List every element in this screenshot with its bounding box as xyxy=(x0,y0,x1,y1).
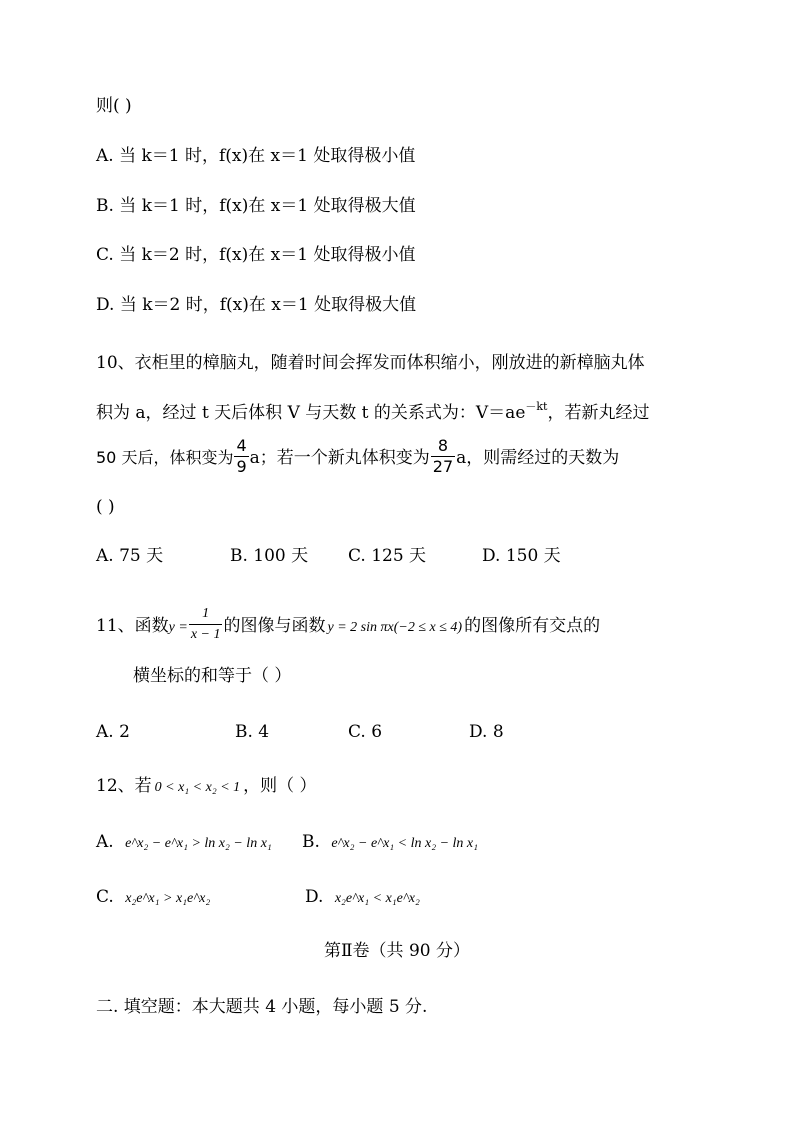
q11-option-d: D. 8 xyxy=(469,722,504,742)
q11-option-b: B. 4 xyxy=(235,722,270,742)
q10-line-1: 10、衣柜里的樟脑丸，随着时间会挥发而体积缩小，刚放进的新樟脑丸体 xyxy=(96,353,645,373)
fraction-denominator: 27 xyxy=(432,457,454,476)
q9-option-d: D. 当 k＝2 时，f(x)在 x＝1 处取得极大值 xyxy=(96,295,417,315)
option-label: A. xyxy=(96,832,114,852)
fraction-numerator: 8 xyxy=(437,436,449,455)
q10-exponent: －kt xyxy=(525,400,548,413)
q12-option-d-formula: x₂e^x₁ < x₁e^x₂ xyxy=(334,891,420,906)
q12-option-a xyxy=(96,831,272,855)
q10-option-d: D. 150 天 xyxy=(482,546,561,566)
q11-option-a: A. 2 xyxy=(96,722,130,742)
fraction-eight-27ths xyxy=(431,436,455,477)
q12-prefix: 12、若 xyxy=(96,776,152,796)
q12-option-d xyxy=(305,886,420,910)
q10-line-3-end: a，则需经过的天数为 xyxy=(456,448,620,468)
q12-suffix: ，则（ ） xyxy=(243,776,317,796)
q11-option-c: C. 6 xyxy=(348,722,383,742)
q10-answer-paren: ( ) xyxy=(96,497,115,517)
option-label: B. xyxy=(302,832,320,852)
q12-condition: 0 < x₁ < x₂ < 1 xyxy=(154,780,241,795)
q11-line-2: 横坐标的和等于（ ） xyxy=(133,666,292,686)
q10-line-2-text: 积为 a，经过 t 天后体积 V 与天数 t 的关系式为：V＝ae xyxy=(96,403,526,423)
section-title: 第Ⅱ卷（共 90 分） xyxy=(324,941,470,961)
q10-option-b: B. 100 天 xyxy=(230,546,309,566)
q12-stem xyxy=(96,775,317,799)
fraction-four-ninths xyxy=(234,436,248,477)
q11-line-1 xyxy=(96,604,600,650)
fraction-numerator: 4 xyxy=(236,436,247,455)
q11-middle: 的图像与函数 xyxy=(223,616,326,636)
q10-option-a: A. 75 天 xyxy=(96,546,164,566)
q10-line-2 xyxy=(96,396,649,424)
section-2-heading: 二. 填空题：本大题共 4 小题，每小题 5 分. xyxy=(96,997,428,1017)
q11-func1-fraction xyxy=(189,604,223,645)
fraction-denominator: 9 xyxy=(236,457,247,476)
q10-line-3-start: 50 天后，体积变为 xyxy=(96,448,234,467)
q10-option-c: C. 125 天 xyxy=(348,546,427,566)
q9-option-a: A. 当 k＝1 时，f(x)在 x＝1 处取得极小值 xyxy=(96,146,416,166)
q12-option-b xyxy=(302,831,478,855)
option-label: C. xyxy=(96,887,114,907)
q12-option-a-formula: e^x₂ − e^x₁ > ln x₂ − ln x₁ xyxy=(125,836,272,851)
q9-answer-paren: 则( ) xyxy=(96,96,132,116)
q10-line-3-mid: a；若一个新丸体积变为 xyxy=(249,448,430,468)
option-label: D. xyxy=(305,887,324,907)
q10-line-3 xyxy=(96,436,619,480)
fraction-denominator: x − 1 xyxy=(190,627,221,642)
q12-option-b-formula: e^x₂ − e^x₁ < ln x₂ − ln x₁ xyxy=(331,836,478,851)
q12-option-c-formula: x₂e^x₁ > x₁e^x₂ xyxy=(125,891,211,906)
fraction-numerator: 1 xyxy=(202,606,210,621)
q11-prefix: 11、函数 xyxy=(96,616,169,636)
q9-option-b: B. 当 k＝1 时，f(x)在 x＝1 处取得极大值 xyxy=(96,196,416,216)
q11-func1-lhs: y = xyxy=(168,620,188,635)
q10-line-2-end: ，若新丸经过 xyxy=(547,403,650,423)
q11-func2: y = 2 sin πx(−2 ≤ x ≤ 4) xyxy=(327,620,463,635)
q11-suffix: 的图像所有交点的 xyxy=(464,616,601,636)
q9-option-c: C. 当 k＝2 时，f(x)在 x＝1 处取得极小值 xyxy=(96,245,416,265)
q12-option-c xyxy=(96,886,210,910)
